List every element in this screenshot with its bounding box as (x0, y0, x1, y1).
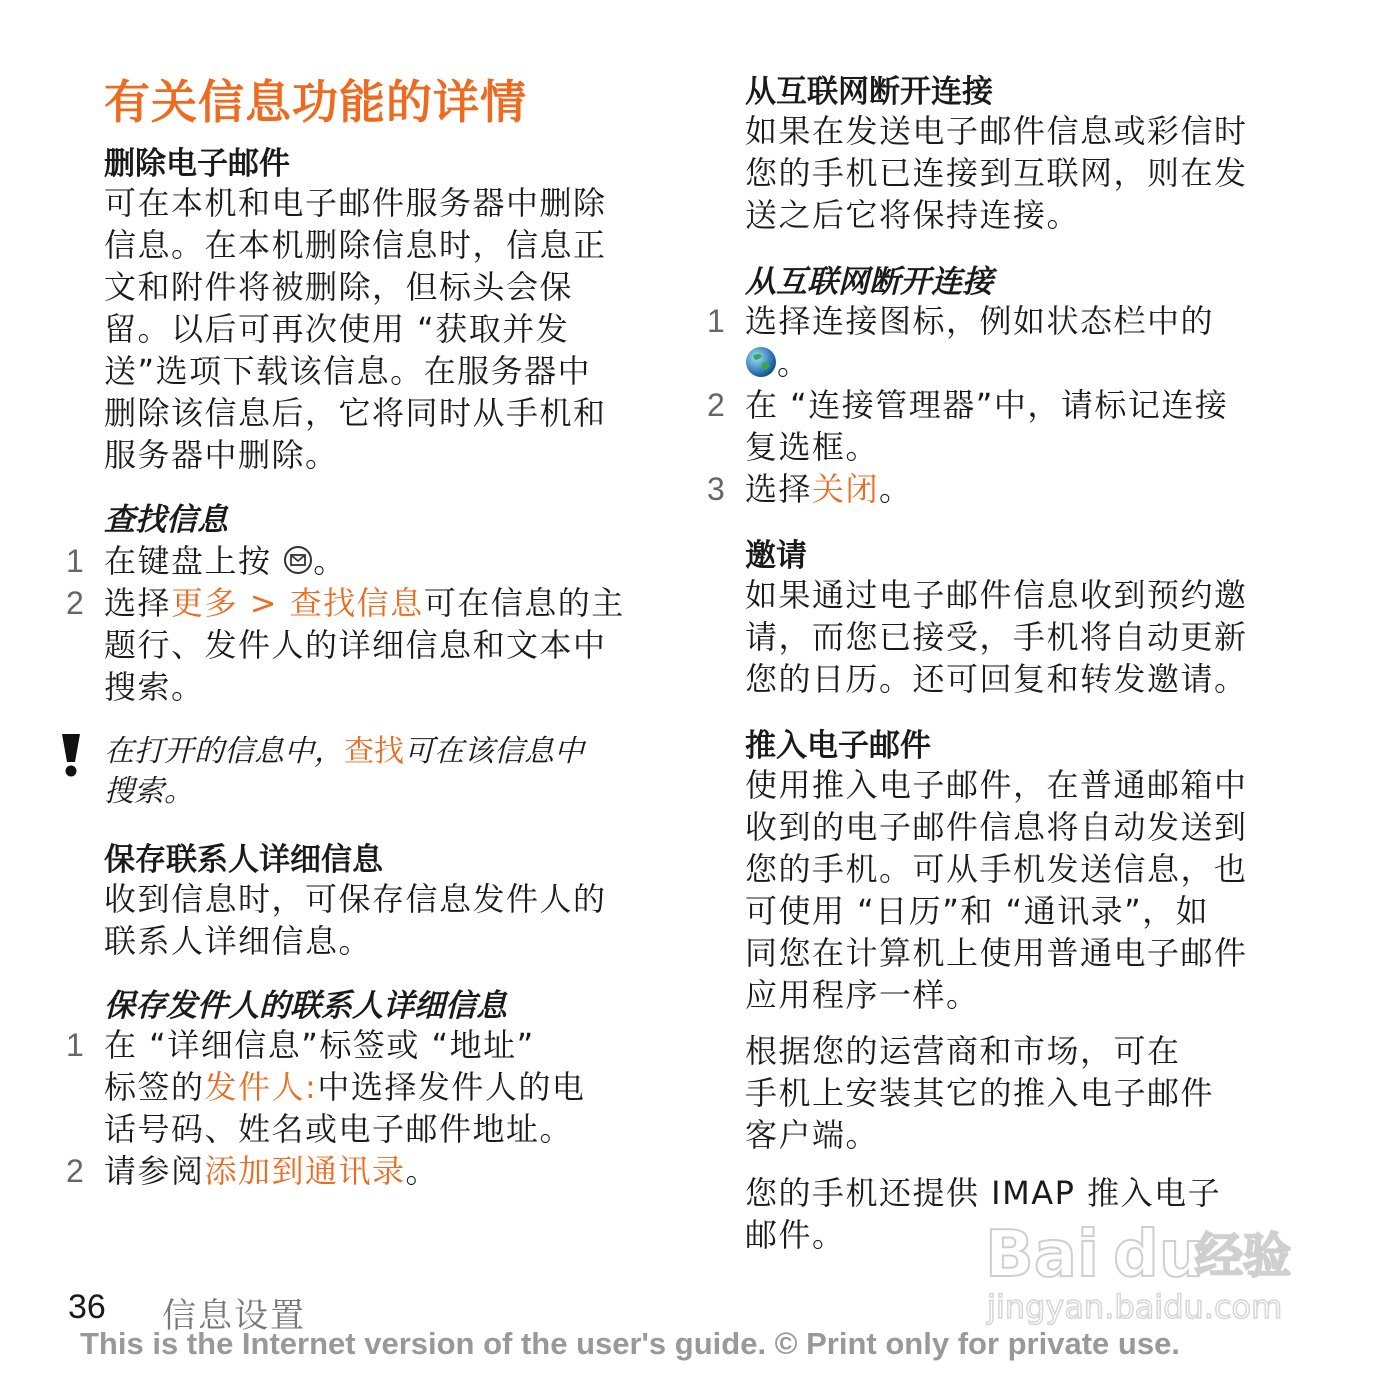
step-text: 复选框。 (745, 428, 880, 466)
paragraph-save-contact (104, 878, 607, 962)
step-number: 2 (66, 1153, 84, 1189)
text-line: 客户端。 (745, 1116, 880, 1154)
step-text: 在 “连接管理器”中，请标记连接 (745, 386, 1229, 424)
text-line: 您的手机。可从手机发送信息，也 (745, 850, 1248, 888)
step-find-1 (66, 540, 347, 582)
step-text: 选择连接图标，例如状态栏中的 (745, 302, 1215, 340)
text-line: 您的手机还提供 IMAP 推入电子 (745, 1174, 1222, 1212)
step-save-2 (66, 1150, 440, 1192)
step-text-end: 。 (777, 344, 811, 382)
step-text: 搜索。 (104, 668, 205, 706)
step-text: 选择 (745, 470, 813, 508)
paragraph-invite (745, 574, 1248, 700)
text-line: 邮件。 (745, 1216, 846, 1254)
tip-text: 可在该信息中 (404, 734, 584, 769)
step-text: 。 (405, 1152, 440, 1190)
heading-invite: 邀请 (745, 538, 807, 574)
text-line: 如果通过电子邮件信息收到预约邀 (745, 576, 1248, 614)
text-line: 服务器中删除。 (104, 436, 339, 474)
link-add-to-contacts[interactable]: 添加到通讯录 (204, 1152, 406, 1190)
svg-text:经验: 经验 (1195, 1228, 1292, 1284)
svg-text:du: du (1113, 1218, 1205, 1292)
text-line: 收到的电子邮件信息将自动发送到 (745, 808, 1248, 846)
paragraph-push-clients (745, 1030, 1214, 1156)
svg-text:Bai: Bai (985, 1218, 1099, 1292)
text-line: 您的日历。还可回复和转发邀请。 (745, 660, 1248, 698)
step-text: 中选择发件人的电 (317, 1068, 586, 1106)
text-line: 根据您的运营商和市场，可在 (745, 1032, 1181, 1070)
text-line: 收到信息时，可保存信息发件人的 (104, 880, 607, 918)
step-find-2 (66, 582, 625, 708)
step-number: 1 (707, 303, 725, 339)
step-text: 题行、发件人的详细信息和文本中 (104, 626, 607, 664)
text-line: 您的手机已连接到互联网，则在发 (745, 154, 1248, 192)
tip-text: 在打开的信息中， (104, 734, 344, 769)
tip-text: 搜索。 (104, 774, 194, 809)
text-line: 应用程序一样。 (745, 976, 980, 1014)
svg-text:jingyan.baidu.com: jingyan.baidu.com (987, 1288, 1283, 1326)
text-line: 手机上安装其它的推入电子邮件 (745, 1074, 1215, 1112)
step-save-1 (66, 1024, 586, 1150)
heading-push-email: 推入电子邮件 (745, 728, 931, 764)
step-disconnect-2 (707, 384, 1229, 468)
step-number: 2 (707, 387, 725, 423)
step-text: 选择 (104, 584, 172, 622)
step-number: 2 (66, 585, 84, 621)
sender-field-label[interactable]: 发件人: (204, 1068, 318, 1106)
text-line: 送”选项下载该信息。在服务器中 (104, 352, 592, 390)
text-line: 如果在发送电子邮件信息或彩信时 (745, 112, 1248, 150)
text-line: 信息。在本机删除信息时，信息正 (104, 226, 607, 264)
globe-icon[interactable] (745, 346, 777, 378)
tip-note (104, 732, 584, 812)
close-option[interactable]: 关闭 (812, 470, 880, 508)
tip-find-link[interactable]: 查找 (344, 734, 404, 769)
text-line: 请，而您已接受，手机将自动更新 (745, 618, 1248, 656)
paragraph-disconnect (745, 110, 1248, 236)
message-key-icon (283, 543, 313, 573)
warning-icon (58, 732, 84, 778)
paragraph-delete-email (104, 182, 607, 476)
text-line: 送之后它将保持连接。 (745, 196, 1081, 234)
heading-disconnect-steps: 从互联网断开连接 (745, 264, 993, 300)
step-number: 1 (66, 543, 84, 579)
step-text: 标签的 (104, 1068, 205, 1106)
text-line: 文和附件将被删除，但标头会保 (104, 268, 574, 306)
text-line: 删除该信息后，它将同时从手机和 (104, 394, 607, 432)
text-line: 可在本机和电子邮件服务器中删除 (104, 184, 607, 222)
footer-note: This is the Internet version of the user's guide. © Print only for private use. (80, 1326, 1180, 1361)
baidu-jingyan-watermark-logo (985, 1210, 1305, 1330)
page-number: 36 (68, 1288, 106, 1326)
step-number: 3 (707, 471, 725, 507)
step-disconnect-3 (707, 468, 913, 510)
step-text: 在 “详细信息”标签或 “地址” (104, 1026, 535, 1064)
step-text: 。 (879, 470, 913, 508)
step-text: 话号码、姓名或电子邮件地址。 (104, 1110, 574, 1148)
step-text: 请参阅 (104, 1152, 205, 1190)
step-number: 1 (66, 1027, 84, 1063)
text-line: 使用推入电子邮件，在普通邮箱中 (745, 766, 1248, 804)
text-line: 留。以后可再次使用 “获取并发 (104, 310, 570, 348)
menu-path-more-find[interactable]: 更多 > 查找信息 (171, 584, 424, 622)
paragraph-push-email (745, 764, 1248, 1016)
text-line: 联系人详细信息。 (104, 922, 373, 960)
heading-disconnect: 从互联网断开连接 (745, 74, 993, 110)
text-line: 同您在计算机上使用普通电子邮件 (745, 934, 1248, 972)
step-text: 可在信息的主 (423, 584, 625, 622)
page-title: 有关信息功能的详情 (104, 75, 527, 129)
heading-find-message: 查找信息 (104, 502, 228, 538)
step-text: 在键盘上按 (104, 542, 272, 580)
step-text-end: 。 (313, 542, 347, 580)
section-name: 信息设置 (162, 1296, 306, 1336)
text-line: 可使用 “日历”和 “通讯录”，如 (745, 892, 1210, 930)
heading-delete-email: 删除电子邮件 (104, 146, 290, 182)
heading-save-sender: 保存发件人的联系人详细信息 (104, 988, 507, 1024)
heading-save-contact: 保存联系人详细信息 (104, 842, 383, 878)
step-disconnect-1 (707, 300, 1215, 384)
